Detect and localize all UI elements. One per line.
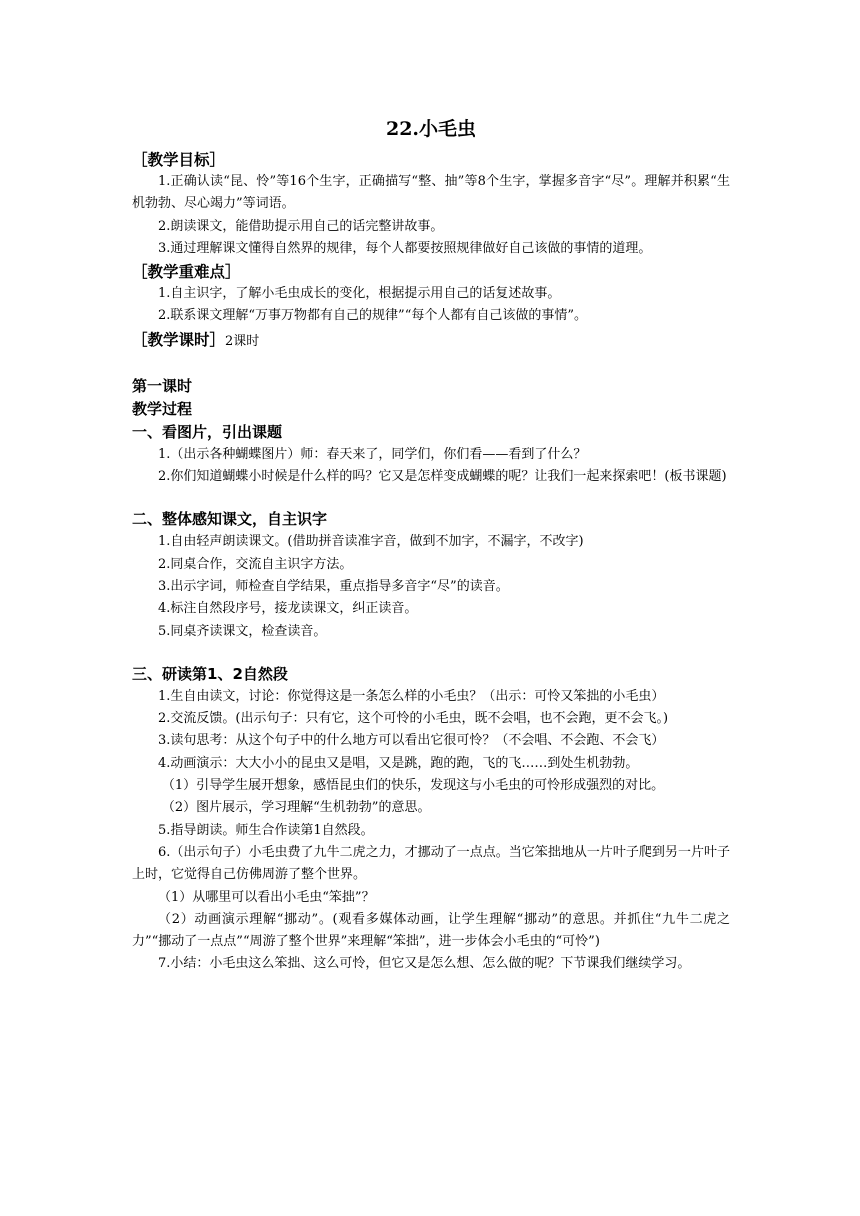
spacer [132, 488, 730, 508]
spacer [132, 353, 730, 375]
section-subitem: （2）图片展示，学习理解“生机勃勃”的意思。 [161, 800, 431, 816]
section-item: 2.同桌合作，交流自主识字方法。 [158, 556, 353, 572]
section-subitem: （1）从哪里可以看出小毛虫“笨拙”？ [158, 889, 375, 905]
document-title: 22.小毛虫 [385, 118, 477, 140]
section-item: 1.自由轻声朗读课文。(借助拼音读准字音，做到不加字，不漏字，不改字) [158, 534, 584, 550]
objectives-heading: ［教学目标］ [132, 150, 226, 169]
section-title: 二、整体感知课文，自主识字 [132, 510, 328, 529]
section-item: 4.标注自然段序号，接龙读课文，纠正读音。 [158, 601, 418, 617]
document-content [132, 116, 730, 976]
section-item: 2.交流反馈。(出示句子：只有它，这个可怜的小毛虫，既不会唱，也不会跑，更不会飞。) [158, 711, 669, 727]
section-item: 3.读句思考：从这个句子中的什么地方可以看出它很可怜？（不会唱、不会跑、不会飞） [158, 733, 665, 749]
objective-item: 3.通过理解课文懂得自然界的规律，每个人都要按照规律做好自己该做的事情的道理。 [158, 240, 652, 256]
section-title: 一、看图片，引出课题 [132, 422, 283, 441]
periods-value: 2课时 [225, 333, 260, 349]
key-point-item: 1.自主识字，了解小毛虫成长的变化，根据提示用自己的话复述故事。 [158, 286, 561, 302]
objective-item: 2.朗读课文，能借助提示用自己的话完整讲故事。 [158, 218, 444, 234]
section-item: 7.小结：小毛虫这么笨拙、这么可怜，但它又是怎么想、怎么做的呢？下节课我们继续学习。 [158, 956, 691, 972]
key-points-heading: ［教学重难点］ [132, 262, 241, 282]
lesson-label: 第一课时 [132, 376, 193, 395]
periods-line [132, 328, 730, 353]
section-item: 1.（出示各种蝴蝶图片）师：春天来了，同学们，你们看——看到了什么？ [158, 446, 587, 462]
section-item: 2.你们知道蝴蝶小时候是什么样的吗？它又是怎样变成蝴蝶的呢？让我们一起来探索吧！(板书课题) [158, 469, 727, 485]
section-item: 5.同桌齐读课文，检查读音。 [158, 623, 327, 639]
section-item: 3.出示字词，师检查自学结果，重点指导多音字“尽”的读音。 [158, 578, 509, 594]
section-title: 三、研读第1、2自然段 [132, 664, 288, 683]
process-label: 教学过程 [132, 399, 193, 418]
key-point-item: 2.联系课文理解“万事万物都有自己的规律”“每个人都有自己该做的事情”。 [158, 308, 587, 324]
section-item: 1.生自由读文，讨论：你觉得这是一条怎么样的小毛虫？（出示：可怜又笨拙的小毛虫） [158, 688, 665, 704]
section-item: 5.指导朗读。师生合作读第1自然段。 [158, 822, 374, 838]
section-item: 4.动画演示：大大小小的昆虫又是唱，又是跳，跑的跑，飞的飞……到处生机勃勃。 [158, 755, 639, 771]
section-subitem: （2）动画演示理解“挪动”。(观看多媒体动画，让学生理解“挪动”的意思。并抓住“九牛二虎之力”“挪动了一点点”“周游了整个世界”来理解“笨拙”，进一步体会小毛虫的“可怜”) [132, 911, 730, 950]
objective-item: 1.正确认读“昆、怜”等16个生字，正确描写“整、抽”等8个生字，掌握多音字“尽”。理解并积累“生机勃勃、尽心竭力”等词语。 [132, 174, 730, 212]
section-subitem: （1）引导学生展开想象，感悟昆虫们的快乐，发现这与小毛虫的可怜形成强烈的对比。 [161, 778, 665, 794]
spacer [132, 643, 730, 663]
periods-heading: ［教学课时］ [132, 329, 226, 349]
section-item: 6.（出示句子）小毛虫费了九牛二虎之力，才挪动了一点点。当它笨拙地从一片叶子爬到另一片叶子上时，它觉得自己仿佛周游了整个世界。 [132, 844, 730, 883]
